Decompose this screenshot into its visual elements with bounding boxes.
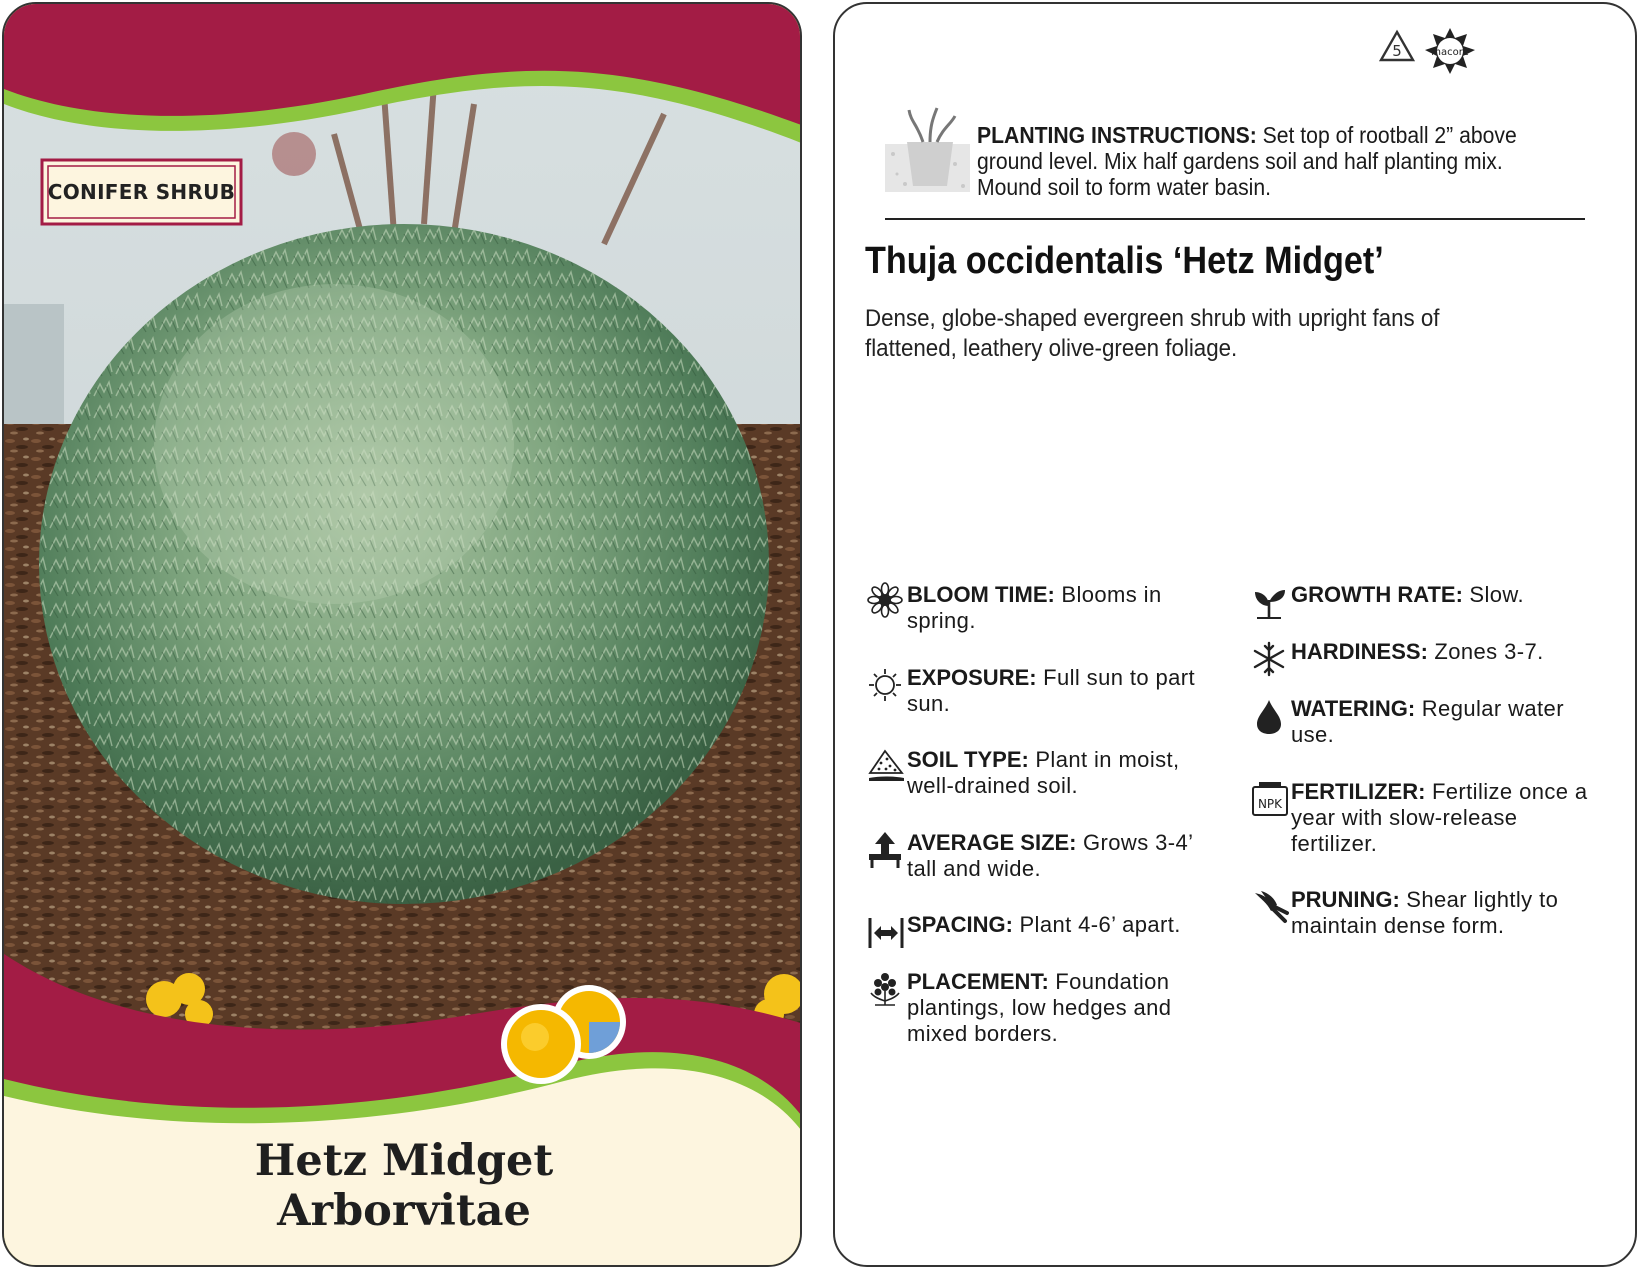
spacing-icon [867, 912, 907, 952]
attr-label: PRUNING: [1291, 887, 1400, 912]
front-card [2, 2, 802, 1267]
attr-value-cont: plantings, low hedges and [907, 995, 1172, 1020]
attr-value-cont: maintain dense form. [1291, 913, 1505, 938]
attr-label: HARDINESS: [1291, 639, 1428, 664]
category-badge [34, 152, 249, 232]
full-sun-icon [501, 1004, 581, 1084]
botanical-name: Thuja occidentalis ‘Hetz Midget’ [865, 240, 1384, 282]
macore-logo-icon [1425, 28, 1475, 74]
attr-value-cont: use. [1291, 722, 1335, 747]
recycle-logos [1375, 24, 1485, 74]
common-name-line1: Hetz Midget [254, 1136, 554, 1186]
planting-instructions [977, 122, 1529, 200]
attr-label: SPACING: [907, 912, 1013, 937]
sun-exposure-icons [496, 982, 636, 1092]
attr-label: PLACEMENT: [907, 969, 1049, 994]
attr-value-cont: tall and wide. [907, 856, 1042, 881]
flower-icon [867, 582, 907, 622]
npk-icon [1251, 779, 1291, 819]
planting-pot-icon [885, 104, 975, 194]
attr-value: Plant 4-6’ apart. [1019, 912, 1181, 937]
placement-icon [867, 969, 907, 1009]
attr-value: Grows 3-4’ [1083, 830, 1194, 855]
plant-description: Dense, globe-shaped evergreen shrub with upright fans of flattened, leathery olive-green foliage. [865, 305, 1440, 362]
planting-text: Set top of rootball 2” above ground level. Mix half gardens soil and half planting mix. Mound soil to form water basin. [977, 122, 1517, 200]
sun-icon [867, 665, 907, 705]
attr-value: Foundation [1055, 969, 1170, 994]
category-label: CONIFER SHRUB [47, 180, 236, 204]
recycle-icon [1381, 32, 1413, 60]
common-name-line2: Arborvitae [277, 1186, 531, 1236]
attr-value: Slow. [1469, 582, 1525, 607]
attr-label: FERTILIZER: [1291, 779, 1426, 804]
attr-label: EXPOSURE: [907, 665, 1037, 690]
attr-value: Regular water [1421, 696, 1564, 721]
attr-value-cont: spring. [907, 608, 976, 633]
attr-label: BLOOM TIME: [907, 582, 1055, 607]
svg-text:NPK: NPK [1257, 797, 1283, 811]
attr-value: Blooms in [1061, 582, 1162, 607]
attr-label: GROWTH RATE: [1291, 582, 1463, 607]
attr-value-cont: year with slow-release [1291, 805, 1518, 830]
sprout-icon [1251, 582, 1291, 622]
pruners-icon [1251, 887, 1291, 927]
attr-label: AVERAGE SIZE: [907, 830, 1077, 855]
planting-label: PLANTING INSTRUCTIONS: [977, 122, 1257, 148]
soil-icon [867, 747, 907, 787]
divider [885, 218, 1585, 220]
water-drop-icon [1251, 696, 1291, 736]
attr-label: WATERING: [1291, 696, 1416, 721]
attr-value-cont: sun. [907, 691, 951, 716]
attr-value-cont2: mixed borders. [907, 1021, 1059, 1046]
snowflake-icon [1251, 639, 1291, 679]
attr-value-cont: well-drained soil. [907, 773, 1079, 798]
attr-value: Shear lightly to [1406, 887, 1559, 912]
back-card [833, 2, 1637, 1267]
svg-text:5: 5 [1392, 42, 1402, 60]
svg-text:macore: macore [1431, 47, 1469, 58]
attr-value-cont2: fertilizer. [1291, 831, 1378, 856]
attr-value: Full sun to part [1043, 665, 1196, 690]
height-icon [867, 830, 907, 870]
attr-label: SOIL TYPE: [907, 747, 1029, 772]
attr-value: Plant in moist, [1035, 747, 1180, 772]
attr-value: Fertilize once a [1431, 779, 1588, 804]
attr-value: Zones 3-7. [1434, 639, 1544, 664]
